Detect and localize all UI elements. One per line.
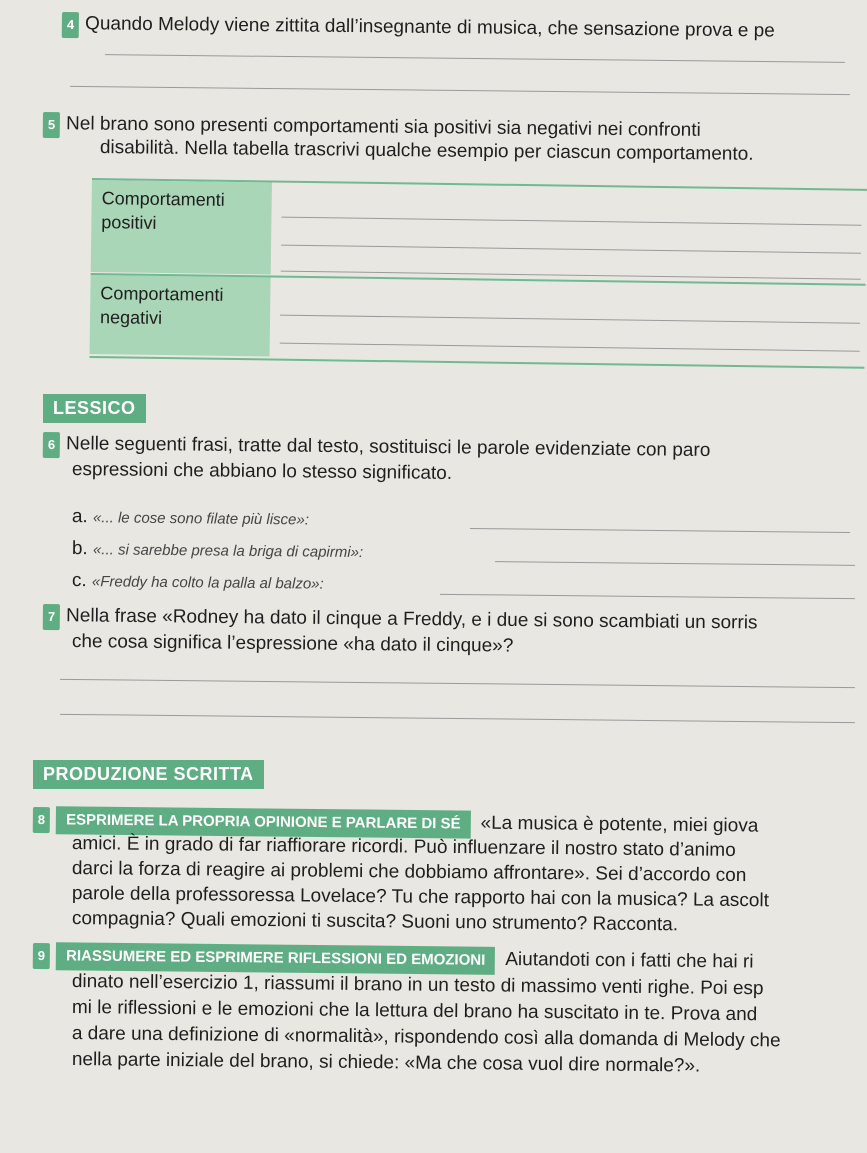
- item-text: «Freddy ha colto la palla al balzo»:: [91, 573, 324, 593]
- question-text: «La musica è potente, miei giova: [480, 812, 759, 837]
- question-number: 9: [33, 943, 51, 969]
- table-row-label: Comportamenti negativi: [90, 275, 271, 357]
- question-number: 8: [33, 807, 51, 833]
- question-text-line: disabilità. Nella tabella trascrivi qualche esempio per ciascun comportamento.: [99, 136, 754, 165]
- answer-line[interactable]: [60, 714, 855, 723]
- question-text-line: che cosa significa l’espressione «ha dato il cinque»?: [71, 630, 514, 657]
- question-number: 7: [43, 604, 61, 630]
- question-text-line: nella parte iniziale del brano, si chiede: «Ma che cosa vuol dire normale?».: [71, 1049, 701, 1077]
- answer-line[interactable]: [281, 245, 861, 254]
- answer-line[interactable]: [470, 528, 850, 533]
- question-number: 5: [43, 112, 61, 138]
- question-text-line: darci la forza di reagire ai problemi che dobbiamo affrontare». Sei d’accordo con: [71, 857, 747, 887]
- behaviour-table: [89, 178, 866, 369]
- answer-line[interactable]: [280, 315, 860, 324]
- question-text-line: compagnia? Quali emozioni ti suscita? Suoni uno strumento? Racconta.: [71, 907, 679, 936]
- question-text: Nella frase «Rodney ha dato il cinque a Freddy, e i due si sono scambiati un sorris: [66, 605, 758, 634]
- question-text-line: espressioni che abbiano lo stesso significato.: [71, 458, 453, 484]
- exercise-item-b: [72, 537, 364, 565]
- answer-line[interactable]: [495, 561, 855, 566]
- answer-line[interactable]: [60, 679, 855, 688]
- question-text-line: amici. È in grado di far riaffiorare ricordi. Può influenzare il nostro stato d’animo: [71, 832, 736, 861]
- question-text-line: mi le riflessioni e le emozioni che la lettura del brano ha suscitato in te. Prova and: [71, 996, 758, 1026]
- section-title-lessico: LESSICO: [43, 394, 146, 423]
- answer-line[interactable]: [440, 594, 855, 599]
- item-letter: c.: [71, 569, 87, 592]
- question-text-line: a dare una definizione di «normalità», rispondendo così alla domanda di Melody che: [71, 1022, 781, 1052]
- exercise-item-a: [72, 505, 309, 532]
- question-text: Nelle seguenti frasi, tratte dal testo, sostituisci le parole evidenziate con paro: [66, 433, 711, 461]
- question-4: [62, 12, 775, 45]
- question-text-line: dinato nell’esercizio 1, riassumi il brano in un testo di massimo venti righe. Poi esp: [71, 970, 764, 1000]
- item-letter: a.: [71, 505, 88, 528]
- answer-line[interactable]: [280, 343, 860, 352]
- question-text: Quando Melody viene zittita dall’insegnante di musica, che sensazione prova e pe: [85, 13, 775, 42]
- question-banner: ESPRIMERE LA PROPRIA OPINIONE E PARLARE DI SÉ: [56, 806, 471, 838]
- answer-line[interactable]: [281, 217, 861, 226]
- exercise-item-c: [72, 569, 324, 597]
- item-text: «... si sarebbe presa la briga di capirmi»:: [92, 541, 364, 562]
- item-letter: b.: [71, 537, 88, 560]
- section-title-produzione: PRODUZIONE SCRITTA: [33, 760, 264, 789]
- table-row-label: Comportamenti positivi: [91, 180, 272, 275]
- question-banner: RIASSUMERE ED ESPRIMERE RIFLESSIONI ED EMOZIONI: [56, 942, 495, 975]
- answer-line[interactable]: [70, 86, 850, 95]
- question-number: 4: [62, 12, 80, 38]
- item-text: «... le cose sono filate più lisce»:: [92, 509, 310, 529]
- question-text-line: parole della professoressa Lovelace? Tu che rapporto hai con la musica? La ascolt: [71, 882, 770, 912]
- answer-line[interactable]: [105, 54, 845, 63]
- question-text: Aiutandoti con i fatti che hai ri: [505, 948, 754, 973]
- question-number: 6: [43, 432, 61, 458]
- question-text: Nel brano sono presenti comportamenti sia positivi sia negativi nei confronti: [66, 113, 701, 141]
